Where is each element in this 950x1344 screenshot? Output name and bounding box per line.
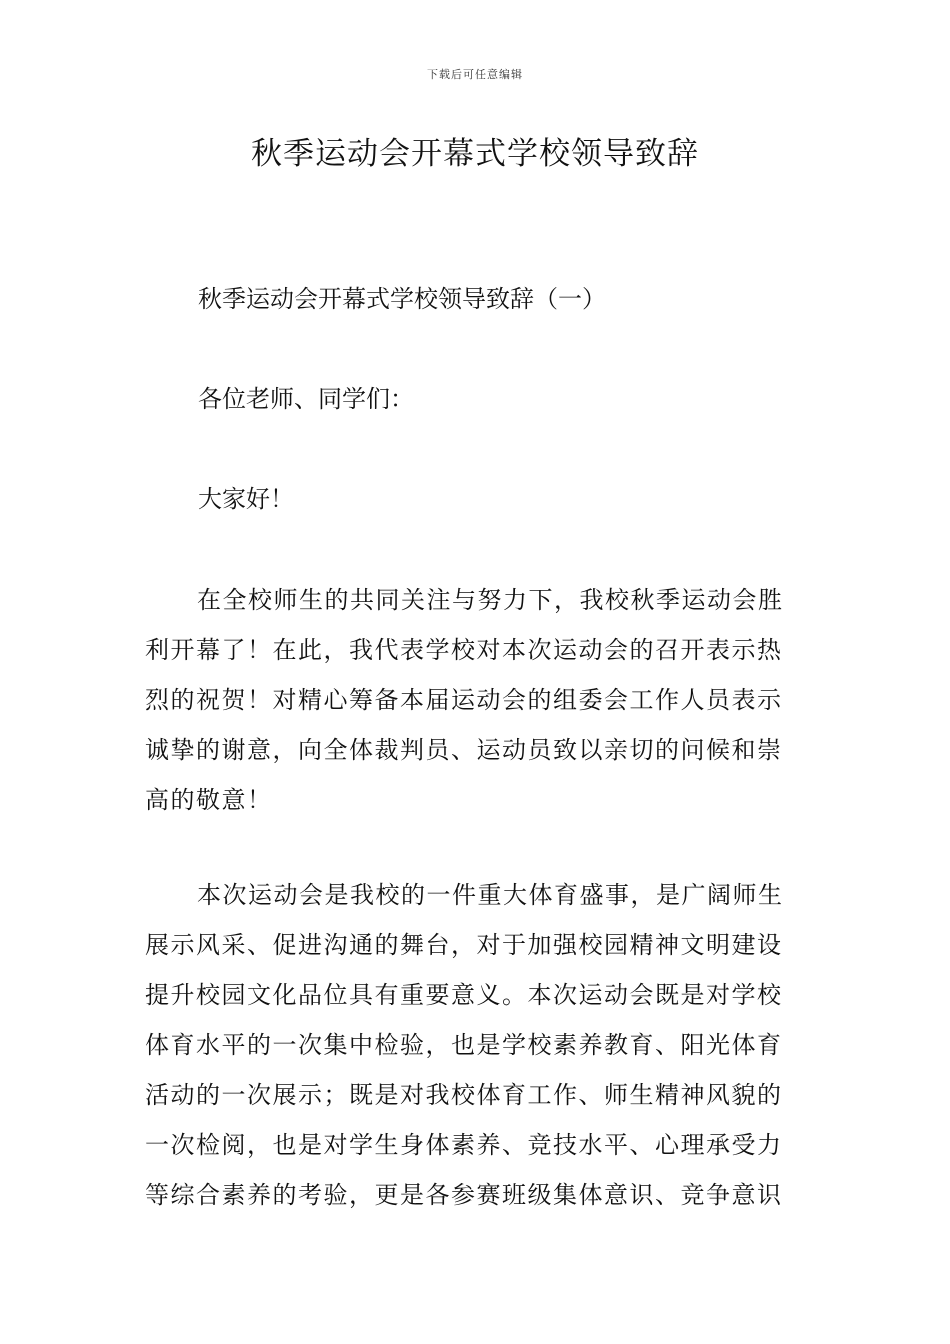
document-title: 秋季运动会开幕式学校领导致辞 xyxy=(251,136,699,172)
paragraph-1 xyxy=(145,575,807,825)
paragraph-line: 高的敬意！ xyxy=(145,786,273,814)
paragraph-line: 展示风采、促进沟通的舞台，对于加强校园精神文明建设 xyxy=(145,931,783,959)
paragraph-line: 体育水平的一次集中检验，也是学校素养教育、阳光体育 xyxy=(145,1031,783,1059)
header-note: 下载后可任意编辑 xyxy=(427,68,523,81)
paragraph-line: 提升校园文化品位具有重要意义。本次运动会既是对学校 xyxy=(145,981,783,1009)
paragraph-line: 本次运动会是我校的一件重大体育盛事，是广阔师生 xyxy=(197,881,784,909)
paragraph-line: 利开幕了！在此，我代表学校对本次运动会的召开表示热 xyxy=(145,636,783,664)
paragraph-line: 在全校师生的共同关注与努力下，我校秋季运动会胜 xyxy=(197,586,784,614)
section-subtitle: 秋季运动会开幕式学校领导致辞（一） xyxy=(198,285,606,313)
paragraph-line: 活动的一次展示；既是对我校体育工作、师生精神风貌的 xyxy=(145,1081,783,1109)
greeting: 大家好！ xyxy=(198,485,294,513)
paragraph-line: 等综合素养的考验，更是各参赛班级集体意识、竞争意识 xyxy=(145,1181,783,1209)
salutation: 各位老师、同学们： xyxy=(198,385,414,413)
paragraph-2 xyxy=(145,870,807,1220)
paragraph-line: 诚挚的谢意，向全体裁判员、运动员致以亲切的问候和崇 xyxy=(145,736,783,764)
paragraph-line: 烈的祝贺！对精心筹备本届运动会的组委会工作人员表示 xyxy=(145,686,783,714)
paragraph-line: 一次检阅，也是对学生身体素养、竞技水平、心理承受力 xyxy=(145,1131,783,1159)
